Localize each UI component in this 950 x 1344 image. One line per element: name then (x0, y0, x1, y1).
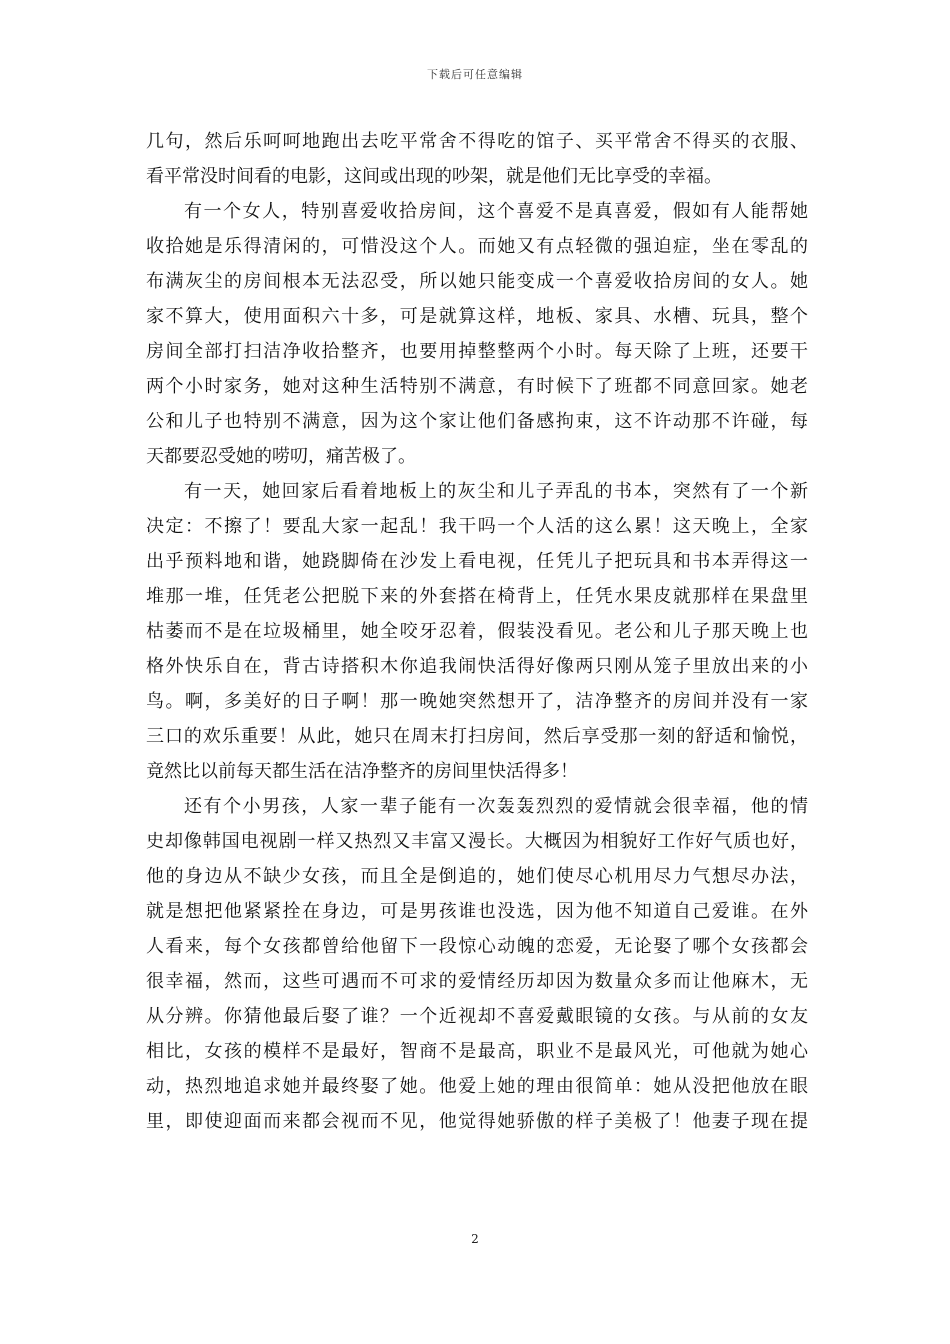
text-line: 房间全部打扫洁净收拾整齐，也要用掉整整两个小时。每天除了上班，还要干 (146, 341, 808, 362)
text-line: 枯萎而不是在垃圾桶里，她全咬牙忍着，假装没看见。老公和儿子那天晚上也 (146, 621, 808, 642)
paragraph-1 (146, 124, 808, 194)
text-line: 人看来，每个女孩都曾给他留下一段惊心动魄的恋爱，无论娶了哪个女孩都会 (146, 936, 808, 957)
text-line: 就是想把他紧紧拴在身边，可是男孩谁也没选，因为他不知道自己爱谁。在外 (146, 901, 808, 922)
text-line: 几句，然后乐呵呵地跑出去吃平常舍不得吃的馆子、买平常舍不得买的衣服、 (146, 131, 808, 152)
text-line: 有一个女人，特别喜爱收拾房间，这个喜爱不是真喜爱，假如有人能帮她 (184, 201, 808, 222)
text-line: 天都要忍受她的唠叨，痛苦极了。 (146, 446, 416, 467)
text-line: 竟然比以前每天都生活在洁净整齐的房间里快活得多！ (146, 761, 578, 782)
body-text (146, 124, 808, 1139)
text-line: 三口的欢乐重要！从此，她只在周末打扫房间，然后享受那一刻的舒适和愉悦， (146, 726, 808, 747)
text-line: 相比，女孩的模样不是最好，智商不是最高，职业不是最风光，可他就为她心 (146, 1041, 808, 1062)
text-line: 他的身边从不缺少女孩，而且全是倒追的，她们使尽心机用尽力气想尽办法， (146, 866, 808, 887)
paragraph-3 (146, 474, 808, 789)
text-line: 还有个小男孩，人家一辈子能有一次轰轰烈烈的爱情就会很幸福，他的情 (184, 796, 808, 817)
text-line: 决定：不擦了！要乱大家一起乱！我干吗一个人活的这么累！这天晚上，全家 (146, 516, 808, 537)
text-line: 有一天，她回家后看着地板上的灰尘和儿子弄乱的书本，突然有了一个新 (184, 481, 808, 502)
text-line: 堆那一堆，任凭老公把脱下来的外套搭在椅背上，任凭水果皮就那样在果盘里 (146, 586, 808, 607)
page-number: 2 (471, 1232, 479, 1246)
text-line: 鸟。啊，多美好的日子啊！那一晚她突然想开了，洁净整齐的房间并没有一家 (146, 691, 808, 712)
text-line: 很幸福，然而，这些可遇而不可求的爱情经历却因为数量众多而让他麻木，无 (146, 971, 808, 992)
text-line: 格外快乐自在，背古诗搭积木你追我闹快活得好像两只刚从笼子里放出来的小 (146, 656, 808, 677)
text-line: 史却像韩国电视剧一样又热烈又丰富又漫长。大概因为相貌好工作好气质也好， (146, 831, 808, 852)
page-header: 下载后可任意编辑 (427, 68, 523, 81)
text-line: 公和儿子也特别不满意，因为这个家让他们备感拘束，这不许动那不许碰，每 (146, 411, 808, 432)
text-line: 出乎预料地和谐，她跷脚倚在沙发上看电视，任凭儿子把玩具和书本弄得这一 (146, 551, 808, 572)
paragraph-4 (146, 789, 808, 1139)
text-line: 布满灰尘的房间根本无法忍受，所以她只能变成一个喜爱收拾房间的女人。她 (146, 271, 808, 292)
text-line: 动，热烈地追求她并最终娶了她。他爱上她的理由很简单：她从没把他放在眼 (146, 1076, 808, 1097)
paragraph-2 (146, 194, 808, 474)
text-line: 两个小时家务，她对这种生活特别不满意，有时候下了班都不同意回家。她老 (146, 376, 808, 397)
text-line: 看平常没时间看的电影，这间或出现的吵架，就是他们无比享受的幸福。 (146, 166, 722, 187)
text-line: 从分辨。你猜他最后娶了谁？一个近视却不喜爱戴眼镜的女孩。与从前的女友 (146, 1006, 808, 1027)
text-line: 里，即使迎面而来都会视而不见，他觉得她骄傲的样子美极了！他妻子现在提 (146, 1111, 808, 1132)
text-line: 收拾她是乐得清闲的，可惜没这个人。而她又有点轻微的强迫症，坐在零乱的 (146, 236, 808, 257)
text-line: 家不算大，使用面积六十多，可是就算这样，地板、家具、水槽、玩具，整个 (146, 306, 808, 327)
